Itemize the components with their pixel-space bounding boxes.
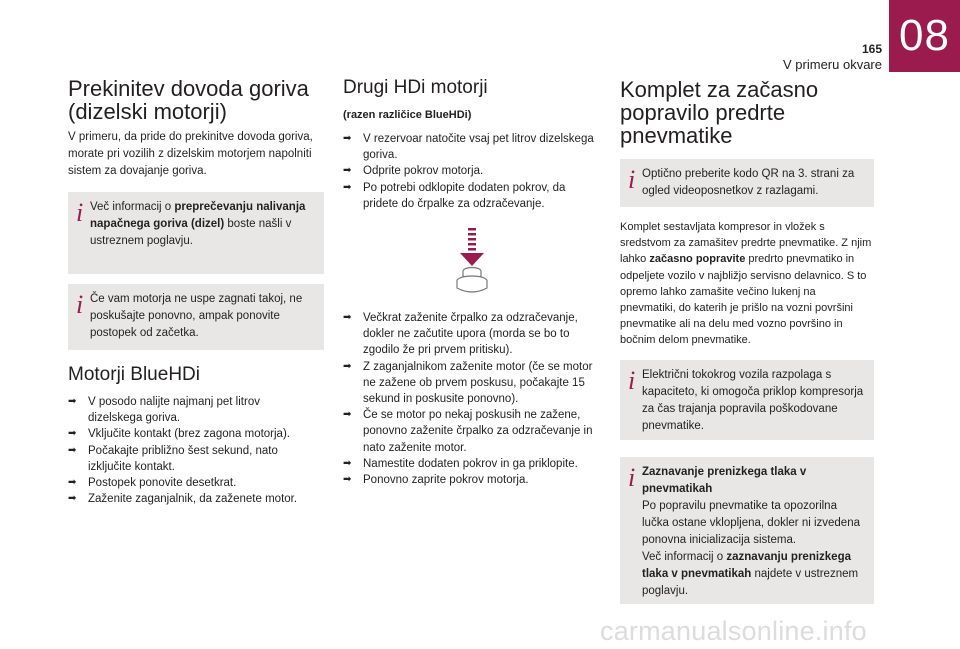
- steps-other-hdi-a: [343, 131, 601, 212]
- arrow-bullet-icon: ➡︎: [68, 428, 77, 440]
- chapter-title: V primeru okvare: [783, 57, 882, 72]
- steps-bluehdi: [68, 394, 308, 507]
- info-icon: i: [628, 463, 636, 492]
- intro-text: V primeru, da pride do prekinitve dovoda goriva, morate pri vozilih z dizelskim motorjem napolniti sistem za dovajanje goriva.: [68, 131, 313, 177]
- step-text: Počakajte približno šest sekund, nato izključite kontakt.: [88, 444, 278, 473]
- list-item: [68, 475, 308, 491]
- list-item: [343, 456, 601, 472]
- arrow-bullet-icon: ➡︎: [343, 165, 352, 177]
- title-line: Prekinitev dovoda goriva: [68, 76, 309, 101]
- info-text: Optično preberite kodo QR na 3. strani za ogled videoposnetkov z razlagami.: [642, 168, 855, 197]
- arrow-bullet-icon: ➡︎: [343, 133, 352, 144]
- info-text-bold: zaznavanju prenizkega tlaka v pnevmatikah: [642, 551, 851, 580]
- info-text: najdete v ustreznem poglavju.: [642, 568, 859, 597]
- list-item: [68, 426, 308, 442]
- info-box-restart: [68, 284, 324, 350]
- arrow-bullet-icon: ➡︎: [343, 360, 352, 372]
- list-item: [68, 394, 308, 426]
- body-text: predrto pnevmatiko in odpeljete vozilo v najbližjo servisno delavnico. S to opremo lahko zamašite večino lukenj na pnevmatiki, do katerih je prišlo na vozni površini pnevmatike ali na delu med vozno površino in bočnim delom pnevmatike.: [620, 253, 867, 347]
- list-item: [343, 163, 601, 179]
- list-item: [343, 310, 601, 359]
- info-text: Električni tokokrog vozila razpolaga s kapaciteto, ki omogoča priklop kompresorja za čas trajanja popravila poškodovane pnevmatike.: [642, 369, 864, 432]
- repair-kit-description: [620, 219, 874, 349]
- title-line: (dizelski motorji): [68, 99, 227, 124]
- priming-pump-icon: [452, 224, 492, 302]
- step-text: Odprite pokrov motorja.: [363, 165, 484, 178]
- info-icon: i: [628, 165, 636, 194]
- arrow-bullet-icon: ➡︎: [343, 409, 352, 421]
- list-item: [68, 491, 308, 507]
- step-text: Če se motor po nekaj poskusih ne zažene, ponovno zaženite črpalko za odzračevanje in nato zaženite motor.: [363, 409, 593, 454]
- step-text: Vključite kontakt (brez zagona motorja).: [88, 428, 290, 441]
- list-item: [68, 443, 308, 475]
- chapter-tab: [889, 0, 960, 72]
- info-title: Zaznavanje prenizkega tlaka v pnevmatikah: [642, 466, 807, 495]
- arrow-bullet-icon: ➡︎: [68, 396, 77, 407]
- step-text: Z zaganjalnikom zaženite motor (če se motor ne zažene ob prvem poskusu, počakajte 15 sekund in poskusite ponovno).: [363, 360, 593, 406]
- step-text: Večkrat zaženite črpalko za odzračevanje, dokler ne začutite upora (morda se bo to zgodilo že pri prvem pritisku).: [363, 312, 578, 357]
- arrow-bullet-icon: ➡︎: [68, 477, 77, 489]
- step-text: Po potrebi odklopite dodaten pokrov, da pridete do črpalke za odzračevanje.: [363, 181, 566, 210]
- info-icon: i: [628, 366, 636, 395]
- list-item: [343, 472, 601, 488]
- step-text: Namestite dodaten pokrov in ga priklopite.: [363, 457, 578, 470]
- page-number: 165: [861, 42, 882, 56]
- info-text-bold: preprečevanju nalivanja napačnega goriva (dizel): [90, 201, 306, 230]
- body-text-bold: začasno popravite: [649, 253, 746, 266]
- section-subtitle: (razen različice BlueHDi): [343, 109, 472, 121]
- info-icon: i: [76, 198, 84, 227]
- info-text: Če vam motorja ne uspe zagnati takoj, ne poskušajte ponovno, ampak ponovite postopek od začetka.: [90, 293, 303, 339]
- arrow-bullet-icon: ➡︎: [68, 444, 77, 456]
- list-item: [343, 407, 601, 456]
- info-text: Po popravilu pnevmatike ta opozorilna lučka ostane vklopljena, dokler ni izvedena ponovna inicializacija sistema.: [642, 500, 860, 546]
- steps-other-hdi-b: [343, 310, 601, 488]
- watermark: carmanualsonline.info: [600, 616, 867, 646]
- step-text: Ponovno zaprite pokrov motorja.: [363, 474, 529, 487]
- list-item: [343, 131, 601, 163]
- body-text: Komplet sestavljata kompresor in vložek s sredstvom za zamašitev predrte pnevmatike. Z njim lahko: [620, 221, 872, 266]
- section-title-repair-kit: [620, 78, 818, 147]
- section-title-other-hdi: Drugi HDi motorji: [343, 77, 488, 98]
- arrow-bullet-icon: ➡︎: [343, 312, 352, 323]
- info-text: Več informacij o: [642, 551, 727, 563]
- list-item: [343, 180, 601, 212]
- info-box-power: [620, 360, 874, 440]
- section-title-fuel-supply: [68, 77, 309, 123]
- info-box-qr: [620, 159, 874, 207]
- info-box-misfuel: [68, 192, 324, 274]
- step-text: V rezervoar natočite vsaj pet litrov dizelskega goriva.: [363, 133, 594, 162]
- step-text: V posodo nalijte najmanj pet litrov dizelskega goriva.: [88, 396, 260, 425]
- info-text: boste našli v ustreznem poglavju.: [90, 218, 292, 247]
- info-icon: i: [76, 290, 84, 319]
- step-text: Postopek ponovite desetkrat.: [88, 477, 237, 490]
- section-title-bluehdi: Motorji BlueHDi: [68, 364, 200, 385]
- arrow-bullet-icon: ➡︎: [343, 474, 352, 486]
- title-line: Komplet za začasno: [620, 77, 819, 102]
- list-item: [343, 359, 601, 408]
- info-text: Več informacij o: [90, 201, 175, 213]
- arrow-bullet-icon: ➡︎: [343, 457, 352, 469]
- arrow-bullet-icon: ➡︎: [68, 493, 77, 505]
- title-line: popravilo predrte: [620, 100, 786, 125]
- chapter-number: 08: [899, 11, 950, 60]
- title-line: pnevmatike: [620, 123, 733, 148]
- arrow-bullet-icon: ➡︎: [343, 181, 352, 193]
- info-box-tpms: [620, 457, 874, 604]
- step-text: Zaženite zaganjalnik, da zaženete motor.: [88, 493, 298, 506]
